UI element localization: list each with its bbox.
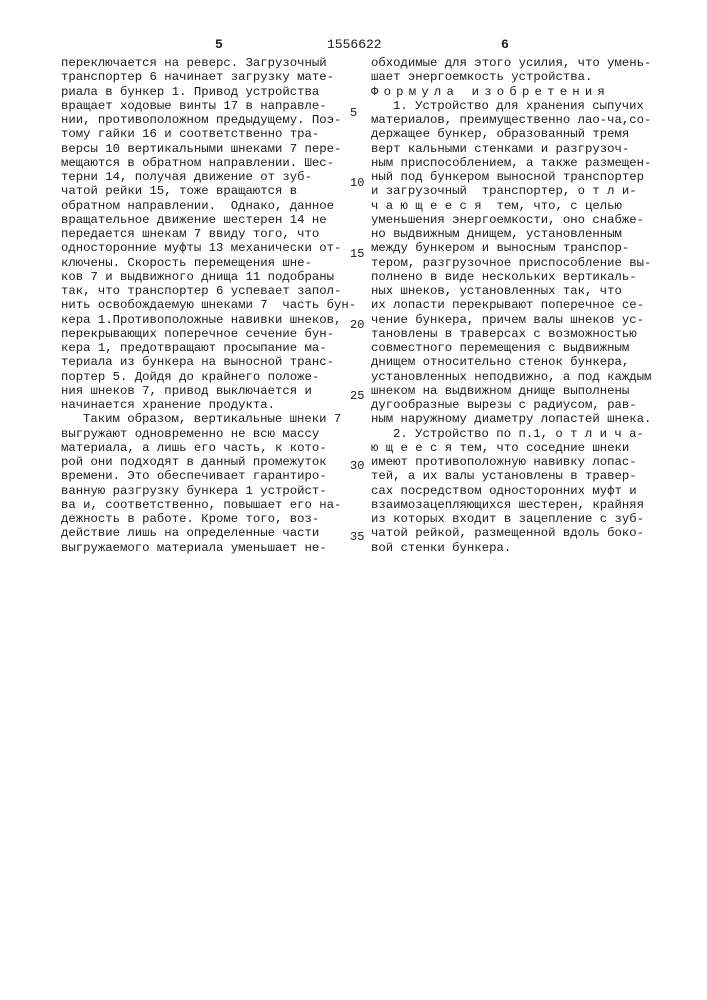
text-line: ков 7 и выдвижного днища 11 подобраны (61, 270, 351, 284)
line-number: 15 (350, 247, 364, 261)
text-line: версы 10 вертикальными шнеками 7 пере- (61, 142, 351, 156)
text-line: мещаются в обратном направлении. Шес- (61, 156, 351, 170)
text-line: тановлены в траверсах с возможностью (371, 327, 661, 341)
text-line: материалов, преимущественно лао-ча,со- (371, 113, 661, 127)
text-line: нить освобождаемую шнеками 7 часть бун- (61, 298, 351, 312)
text-line: вращательное движение шестерен 14 не (61, 213, 351, 227)
text-line: действие лишь на определенные части (61, 526, 351, 540)
text-line: тером, разгрузочное приспособление вы- (371, 256, 661, 270)
text-line: так, что транспортер 6 успевает запол- (61, 284, 351, 298)
right-page-number: 6 (501, 37, 509, 52)
text-line: ных шнеков, установленных так, что (371, 284, 661, 298)
text-line: тей, а их валы установлены в травер- (371, 469, 661, 483)
text-line: териала из бункера на выносной транс- (61, 355, 351, 369)
text-line: дежность в работе. Кроме того, воз- (61, 512, 351, 526)
text-line: полнено в виде нескольких вертикаль- (371, 270, 661, 284)
text-line: ния шнеков 7, привод выключается и (61, 384, 351, 398)
text-line: ный под бункером выносной транспортер (371, 170, 661, 184)
text-line: 1. Устройство для хранения сыпучих (371, 99, 661, 113)
text-line: односторонние муфты 13 механически от- (61, 241, 351, 255)
text-line: установленных неподвижно, а под каждым (371, 370, 661, 384)
text-line: днищем относительно стенок бункера, (371, 355, 661, 369)
text-line: времени. Это обеспечивает гарантиро- (61, 469, 351, 483)
text-line: передается шнекам 7 ввиду того, что (61, 227, 351, 241)
line-number: 35 (350, 530, 364, 544)
text-line: портер 5. Дойдя до крайнего положе- (61, 370, 351, 384)
line-number: 5 (350, 106, 357, 120)
text-line: взаимозацепляющихся шестерен, крайняя (371, 498, 661, 512)
left-page-number: 5 (215, 37, 223, 52)
section-heading: Формула изобретения (371, 85, 661, 99)
text-line: терни 14, получая движение от зуб- (61, 170, 351, 184)
text-line: держащее бункер, образованный тремя (371, 127, 661, 141)
text-line: между бункером и выносным транспор- (371, 241, 661, 255)
text-line: их лопасти перекрывают поперечное се- (371, 298, 661, 312)
left-text-column (61, 56, 351, 555)
text-line: вращает ходовые винты 17 в направле- (61, 99, 351, 113)
text-line: ным наружному диаметру лопастей шнека. (371, 412, 661, 426)
text-line: кера 1, предотвращают просыпание ма- (61, 341, 351, 355)
text-line: имеют противоположную навивку лопас- (371, 455, 661, 469)
text-line: транспортер 6 начинает загрузку мате- (61, 70, 351, 84)
right-text-column (371, 56, 661, 555)
text-line: кера 1.Противоположные навивки шнеков, (61, 313, 351, 327)
text-line: тому гайки 16 и соответственно тра- (61, 127, 351, 141)
text-line: перекрывающих поперечное сечение бун- (61, 327, 351, 341)
line-number: 30 (350, 459, 364, 473)
text-line: и загрузочный транспортер, о т л и- (371, 184, 661, 198)
text-line: переключается на реверс. Загрузочный (61, 56, 351, 70)
text-line: верт кальными стенками и разгрузоч- (371, 142, 661, 156)
line-number: 10 (350, 176, 364, 190)
line-number: 25 (350, 389, 364, 403)
text-line: сах посредством односторонних муфт и (371, 484, 661, 498)
text-line: рой они подходят в данный промежуток (61, 455, 351, 469)
text-line: ключены. Скорость перемещения шне- (61, 256, 351, 270)
text-line: совместного перемещения с выдвижным (371, 341, 661, 355)
text-line: нии, противоположном предыдущему. Поэ- (61, 113, 351, 127)
patent-number: 1556622 (327, 37, 382, 52)
text-line: выгружаемого материала уменьшает не- (61, 541, 351, 555)
text-line: ю щ е е с я тем, что соседние шнеки (371, 441, 661, 455)
text-line: ва и, соответственно, повышает его на- (61, 498, 351, 512)
text-line: дугообразные вырезы с радиусом, рав- (371, 398, 661, 412)
text-line: но выдвижным днищем, установленным (371, 227, 661, 241)
text-line: вой стенки бункера. (371, 541, 661, 555)
text-line: начинается хранение продукта. (61, 398, 351, 412)
text-line: чатой рейкой, размещенной вдоль боко- (371, 526, 661, 540)
text-line: уменьшения энергоемкости, оно снабже- (371, 213, 661, 227)
text-line: шает энергоемкость устройства. (371, 70, 661, 84)
text-line: ванную разгрузку бункера 1 устройст- (61, 484, 351, 498)
text-line: 2. Устройство по п.1, о т л и ч а- (371, 427, 661, 441)
text-line: обходимые для этого усилия, что умень- (371, 56, 661, 70)
text-line: обратном направлении. Однако, данное (61, 199, 351, 213)
line-number: 20 (350, 318, 364, 332)
text-line: шнеком на выдвижном днище выполнены (371, 384, 661, 398)
text-line: чатой рейки 15, тоже вращаются в (61, 184, 351, 198)
text-line: чение бункера, причем валы шнеков ус- (371, 313, 661, 327)
text-line: выгружают одновременно не всю массу (61, 427, 351, 441)
text-line: из которых входит в зацепление с зуб- (371, 512, 661, 526)
text-line: ным приспособлением, а также размещен- (371, 156, 661, 170)
text-line: Таким образом, вертикальные шнеки 7 (61, 412, 351, 426)
text-line: ч а ю щ е е с я тем, что, с целью (371, 199, 661, 213)
text-line: риала в бункер 1. Привод устройства (61, 85, 351, 99)
text-line: материала, а лишь его часть, к кото- (61, 441, 351, 455)
